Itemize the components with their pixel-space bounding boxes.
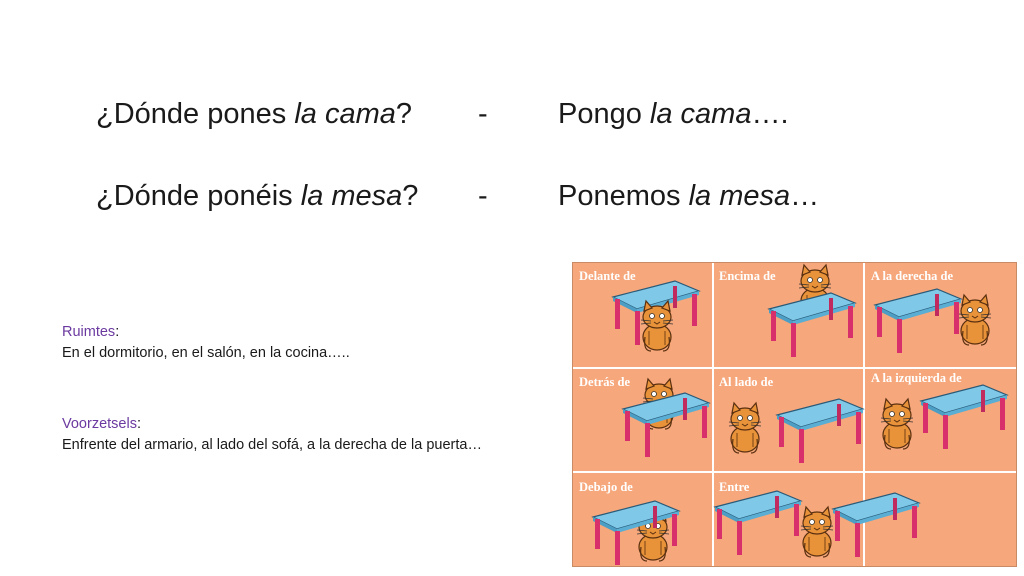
table-icon [715,491,801,555]
label-a-la-derecha-de: A la derecha de [871,269,954,283]
cat-icon [729,403,761,453]
dash-separator: - [478,98,488,130]
question-text: ¿Dónde ponéis la mesa? [96,180,419,212]
dash-separator: - [478,180,488,212]
cat-icon [641,301,673,351]
label-detras-de: Detrás de [579,375,631,389]
rooms-text: En el dormitorio, en el salón, en la cocina….. [62,345,350,361]
question-text: ¿Dónde pones la cama? [96,98,412,130]
prepositions-heading: Voorzetsels: [62,416,141,432]
table-icon [921,385,1007,449]
rooms-heading: Ruimtes: [62,324,120,340]
table-icon [875,289,961,353]
cat-icon [801,507,833,557]
label-a-la-izquierda-de: A la izquierda de [871,371,962,385]
table-icon [777,399,863,463]
rooms-note [62,322,350,364]
prepositions-illustration [572,262,1017,567]
table-icon [833,493,919,557]
prepositions-text: Enfrente del armario, al lado del sofá, a la derecha de la puerta… [62,437,482,453]
cat-icon [881,399,913,449]
table-icon [769,293,855,357]
label-debajo-de: Debajo de [579,480,633,494]
label-entre: Entre [719,480,750,494]
cat-icon [959,295,991,345]
answer-text: Pongo la cama…. [558,98,789,130]
prepositions-note [62,414,482,456]
label-delante-de: Delante de [579,269,636,283]
table-cat-drawings [573,263,1016,566]
label-encima-de: Encima de [719,269,776,283]
answer-text: Ponemos la mesa… [558,180,820,212]
label-al-lado-de: Al lado de [719,375,774,389]
table-icon [593,501,679,565]
